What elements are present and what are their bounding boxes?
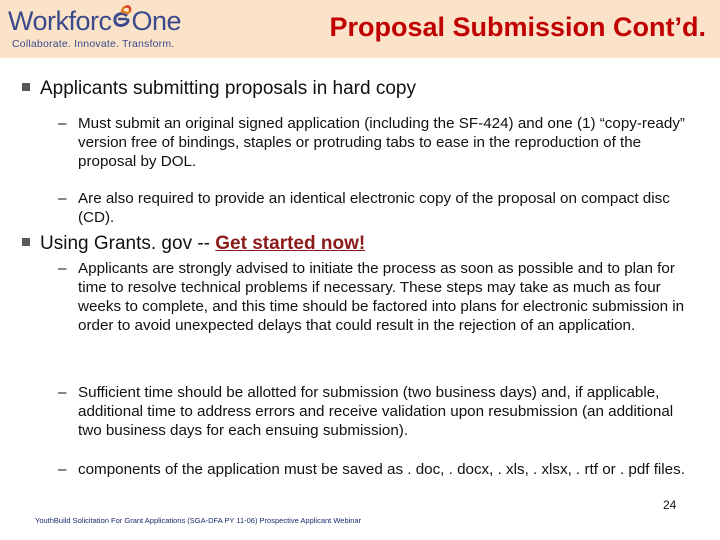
footer-note: YouthBuild Solicitation For Grant Applications (SGA-DFA PY 11-06) Prospective Applicant Webinar — [35, 516, 362, 525]
subitem-original-signed — [58, 114, 698, 171]
page-number: 24 — [663, 498, 677, 512]
get-started-link[interactable]: Get started now! — [215, 233, 366, 254]
logo-wordmark — [8, 6, 181, 41]
bullet-grants-gov-text: Using Grants. gov -- — [40, 233, 216, 254]
subitem-sufficient-time-text: Sufficient time should be allotted for submission (two business days) and, if applicable, additional time to address errors and receive validation upon resubmission (an additional two business days for each ensuing submission). — [78, 384, 674, 439]
dash-marker: – — [58, 190, 67, 207]
logo-swirl-icon — [112, 4, 132, 39]
bullet-hard-copy-text: Applicants submitting proposals in hard copy — [40, 78, 416, 99]
dash-marker: – — [58, 115, 67, 132]
subitem-electronic-copy — [58, 189, 698, 227]
slide-header — [0, 0, 720, 58]
subitem-electronic-copy-text: Are also required to provide an identical electronic copy of the proposal on compact disc (CD). — [78, 190, 670, 226]
dash-marker: – — [58, 384, 67, 401]
slide-title: Proposal Submission Cont’d. — [329, 12, 706, 42]
subitem-strongly-advised-text: Applicants are strongly advised to initiate the process as soon as possible and to plan for time to resolve technical problems if necessary. These steps may take as much as four weeks to complete, and this time should be factored into plans for electronic submission in order to avoid unexpected delays that could result in the rejection of an application. — [78, 260, 685, 334]
square-bullet-icon — [22, 238, 30, 246]
bullet-grants-gov — [22, 233, 365, 255]
subitem-strongly-advised — [58, 259, 698, 335]
subitem-sufficient-time — [58, 383, 698, 440]
subitem-file-formats — [58, 460, 698, 479]
dash-marker: – — [58, 461, 67, 478]
logo-name-part2: One — [131, 6, 182, 36]
logo-name-part1: Workforc — [8, 6, 112, 36]
logo-tagline: Collaborate. Innovate. Transform. — [12, 38, 175, 50]
bullet-hard-copy — [22, 78, 416, 100]
square-bullet-icon — [22, 83, 30, 91]
dash-marker: – — [58, 260, 67, 277]
workforce-one-logo — [8, 6, 208, 54]
subitem-file-formats-text: components of the application must be saved as . doc, . docx, . xls, . xlsx, . rtf or . pdf files. — [78, 461, 685, 478]
subitem-original-signed-text: Must submit an original signed application (including the SF-424) and one (1) “copy-ready” version free of bindings, staples or protruding tabs to ease in the reproduction of the proposal by DOL. — [78, 115, 685, 170]
